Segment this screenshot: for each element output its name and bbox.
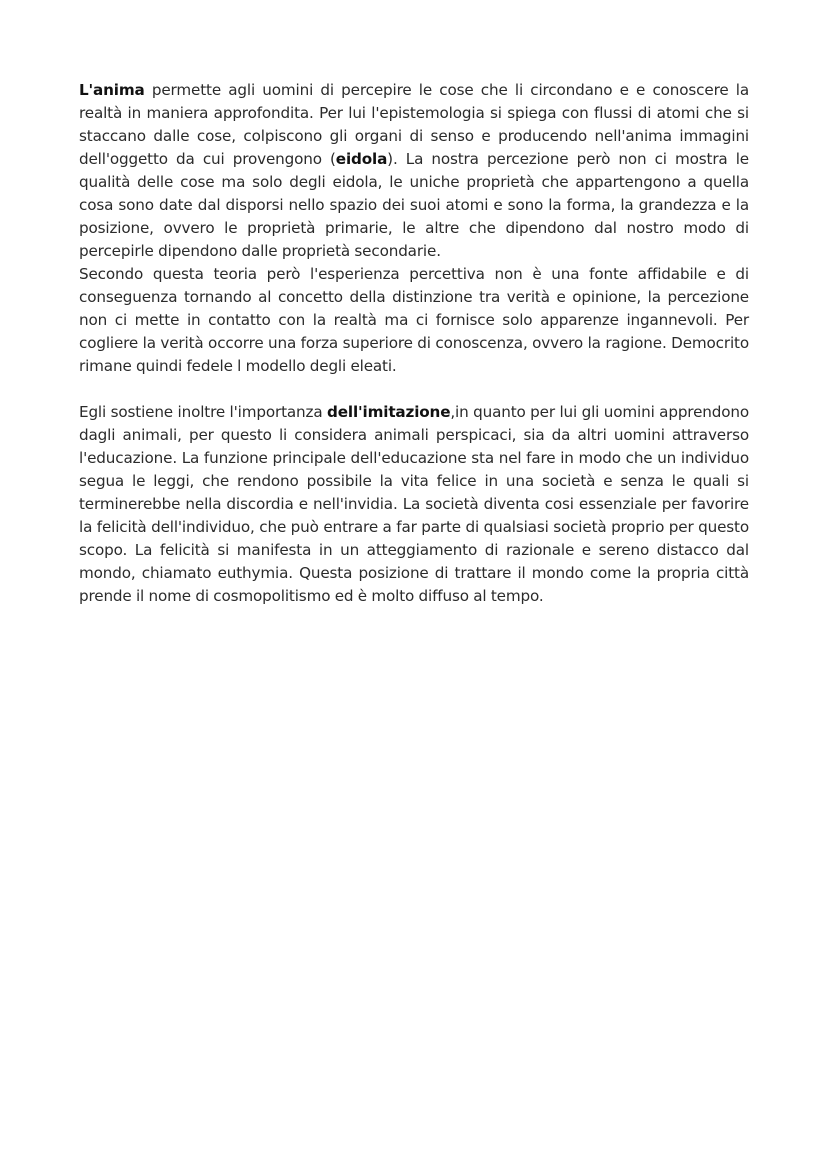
term-anima: L'anima — [79, 81, 145, 99]
term-imitazione: dell'imitazione — [327, 403, 451, 421]
term-eidola: eidola — [335, 150, 388, 168]
document-body — [79, 79, 749, 608]
paragraph-anima-text-1: permette agli uomini di percepire le cose che li circondano e e conoscere la realtà in maniera approfondita. Per lui l'epistemologia si spiega con flussi di atomi che si staccano dalle cose, colpiscono gli organi di senso e producendo nell'anima immagini dell'oggetto da cui provengono ( — [79, 81, 749, 168]
paragraph-esperienza: Secondo questa teoria però l'esperienza percettiva non è una fonte affidabile e di conseguenza tornando al concetto della distinzione tra verità e opinione, la percezione non ci mette in contatto con la realtà ma ci fornisce solo apparenze ingannevoli. Per cogliere la verità occorre una forza superiore di conoscenza, ovvero la ragione. Democrito rimane quindi fedele l modello degli eleati. — [79, 265, 749, 375]
paragraph-imitazione — [79, 401, 749, 608]
paragraph-imitazione-text-1: ,in quanto per lui gli uomini apprendono dagli animali, per questo li considera animali perspicaci, sia da altri uomini attraverso l'educazione. La funzione principale dell'educazione sta nel fare in modo che un individuo segua le leggi, che rendono possibile la vita felice in una società e senza le quali si terminerebbe nella discordia e nell'invidia. La società diventa cosi essenziale per favorire la felicità dell'individuo, che può entrare a far parte di qualsiasi società proprio per questo scopo. La felicità si manifesta in un atteggiamento di razionale e sereno distacco dal mondo, chiamato euthymia. Questa posizione di trattare il mondo come la propria città prende il nome di cosmopolitismo ed è molto diffuso al tempo. — [79, 403, 749, 605]
paragraph-imitazione-text-0: Egli sostiene inoltre l'importanza — [79, 403, 328, 421]
paragraph-anima — [79, 79, 749, 263]
paragraph-anima-text-2: ). La nostra percezione però non ci mostra le qualità delle cose ma solo degli eidola, le uniche proprietà che appartengono a quella cosa sono date dal disporsi nello spazio dei suoi atomi e sono la forma, la grandezza e la posizione, ovvero le proprietà primarie, le altre che dipendono dal nostro modo di percepirle dipendono dalle proprietà secondarie. — [79, 150, 749, 260]
